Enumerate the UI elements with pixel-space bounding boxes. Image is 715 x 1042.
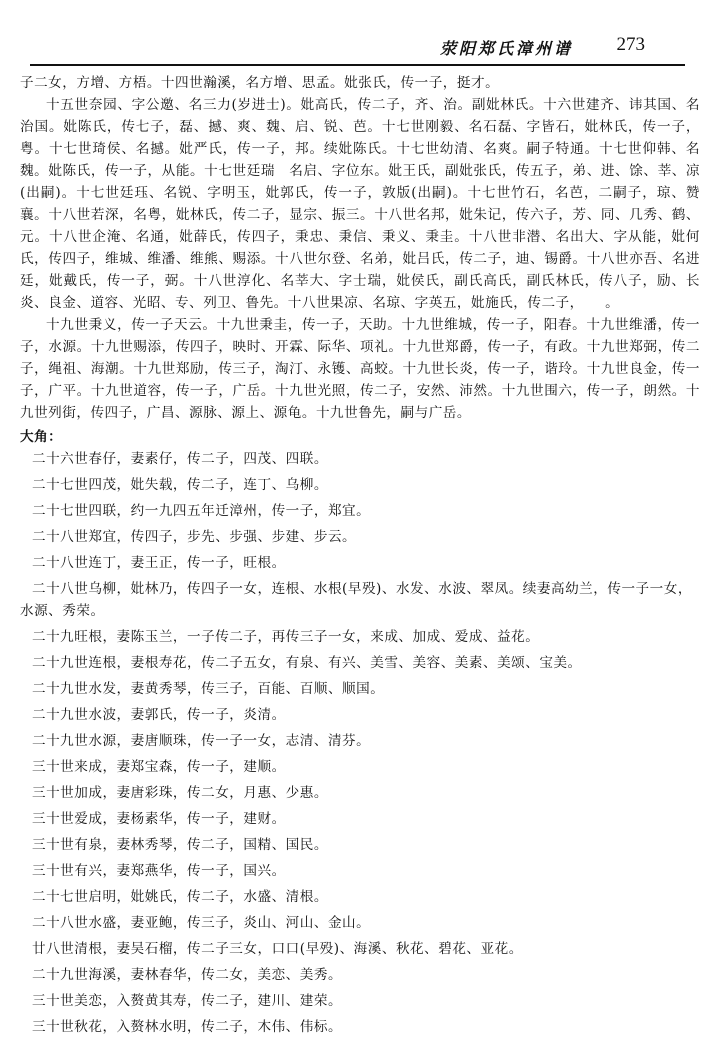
page-header bbox=[30, 28, 685, 66]
genealogy-entry: 三十世有兴，妻郑燕华，传一子，国兴。 bbox=[32, 863, 286, 879]
section-heading: 大角： bbox=[20, 429, 63, 445]
genealogy-entry: 二十九世连根，妻根寿花，传二子五女，有泉、有兴、美雪、美容、美素、美颂、宝美。 bbox=[32, 655, 582, 671]
page-number: 273 bbox=[616, 34, 645, 55]
genealogy-entry: 二十八世乌柳，妣林乃，传四子一女，连根、水根(早殁)、水发、水波、翠凤。续妻高幼兰，传一子一女，水源、秀荣。 bbox=[20, 581, 692, 619]
genealogy-entry: 廿八世清根，妻吴石榴，传二子三女，口口(早殁)、海溪、秋花、碧花、亚花。 bbox=[32, 941, 523, 957]
genealogy-entry: 三十世美恋，入赘黄其寿，传二子，建川、建荣。 bbox=[32, 993, 343, 1009]
genealogy-entry: 三十世爱成，妻杨素华，传一子，建财。 bbox=[32, 811, 286, 827]
genealogy-entry: 二十八世郑宜，传四子，步先、步强、步建、步云。 bbox=[32, 529, 357, 545]
genealogy-entry: 二十九世水发，妻黄秀琴，传三子，百能、百顺、顺国。 bbox=[32, 681, 385, 697]
genealogy-entry: 三十世秋花，入赘林水明，传二子，木伟、伟标。 bbox=[32, 1019, 343, 1035]
genealogy-entry: 二十六世春仔，妻素仔，传二子，四茂、四联。 bbox=[32, 451, 328, 467]
paragraph: 十九世秉义，传一子天云。十九世秉圭，传一子，天助。十九世维城，传一子，阳春。十九世维潘，传一子，水源。十九世赐添，传四子，映时、开霖、际华、项礼。十九世郑爵，传一子，有政。十九世郑弼，传二子，绳祖、海潮。十九世郑励，传三子，淘汀、永镬、高蛟。十九世长炎，传一子，谐玲。十九世良金，传一子，广平。十九世道容，传一子，广岳。十九世光照，传二子，安然、沛然。十九世围六，传一子，朗然。十九世列街，传四子，广昌、源脉、源上、源龟。十九世鲁先，嗣与广岳。 bbox=[20, 317, 700, 421]
book-title: 荥阳郑氏漳州谱 bbox=[439, 39, 573, 58]
paragraph: 子二女，方增、方梧。十四世瀚溪，名方增、思孟。妣张氏，传一子，挺才。 bbox=[20, 75, 500, 91]
genealogy-entry: 三十世加成，妻唐彩珠，传二女，月惠、少惠。 bbox=[32, 785, 328, 801]
genealogy-entry: 三十世有泉，妻林秀琴，传二子，国精、国民。 bbox=[32, 837, 328, 853]
genealogy-entry: 二十八世水盛，妻亚鲍，传三子，炎山、河山、金山。 bbox=[32, 915, 371, 931]
genealogy-entry: 三十世来成，妻郑宝森，传一子，建顺。 bbox=[32, 759, 286, 775]
genealogy-entry: 二十七世启明，妣姚氏，传二子，水盛、清根。 bbox=[32, 889, 328, 905]
page-body bbox=[20, 72, 700, 1042]
genealogy-entry: 二十七世四联，约一九四五年迁漳州，传一子，郑宜。 bbox=[32, 503, 371, 519]
genealogy-entry: 二十七世四茂，妣失载，传二子，连丁、乌柳。 bbox=[32, 477, 328, 493]
genealogy-entry: 二十九世水波，妻郭氏，传一子，炎清。 bbox=[32, 707, 286, 723]
genealogy-entry: 二十八世连丁，妻王正，传一子，旺根。 bbox=[32, 555, 286, 571]
paragraph: 十五世奈园、字公邀、名三力(岁进士)。妣高氏，传二子，齐、治。副妣林氏。十六世建齐、讳其国、名治国。妣陈氏，传七子，磊、撼、爽、魏、启、锐、芭。十七世刚毅、名石磊、字皆石，妣林氏，传一子，粤。十七世琦侯、名撼。妣严氏，传一子，邦。续妣陈氏。十七世幼清、名爽。嗣子特通。十七世仰韩、名魏。妣陈氏，传一子，从能。十七世廷瑞 名启、字位东。妣王氏，副妣张氏，传五子，弟、进、馀、莘、凉(出嗣)。十七世廷珏、名锐、字明玉，妣郭氏，传一子，敦版(出嗣)。十七世竹石，名芭，二嗣子，琼、赞襄。十八世若深，名粤，妣林氏，传二子，显宗、振三。十八世名邦，妣朱记，传六子，芳、同、几秀、鹤、元。十八世企淹、名通，妣薛氏，传四子，秉忠、秉信、秉义、秉圭。十八世非潜、名出大、字从能，妣何氏，传四子，维城、维潘、维熊、赐添。十八世尔登、名弟，妣吕氏，传二子，迪、锡爵。十八世亦吾、名进廷，妣戴氏，传一子，弼。十八世淳化、名莘大、字士瑞，妣侯氏，副氏高氏，副氏林氏，传八子，励、长炎、良金、道容、光昭、专、列卫、鲁先。十八世果凉、名琼、字英五，妣施氏，传二子， 。 bbox=[20, 97, 700, 311]
genealogy-entry: 二十九世海溪，妻林春华，传二女，美恋、美秀。 bbox=[32, 967, 343, 983]
genealogy-entry: 二十九世水源，妻唐顺珠，传一子一女，志清、清芬。 bbox=[32, 733, 371, 749]
genealogy-entry: 二十九旺根，妻陈玉兰，一子传二子，再传三子一女，来成、加成、爱成、益花。 bbox=[32, 629, 540, 645]
genealogy-entry-list bbox=[20, 448, 700, 1038]
